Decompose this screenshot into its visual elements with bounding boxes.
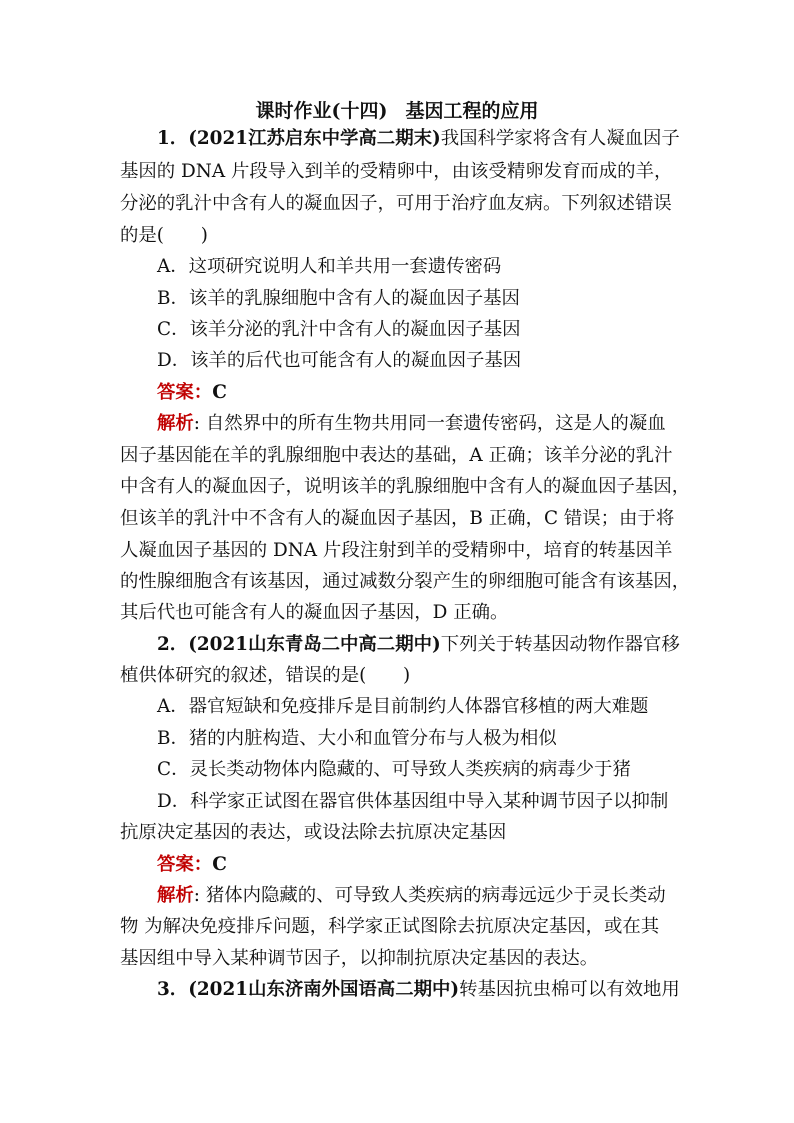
question-2-option-d-line-2: 抗原决定基因的表达，或设法除去抗原决定基因 — [120, 822, 507, 843]
question-1-number: 1． — [157, 128, 189, 149]
answer-label: 答案： — [157, 854, 213, 875]
question-1-option-d: D．该羊的后代也可能含有人的凝血因子基因 — [157, 350, 522, 371]
question-1-source: (2021江苏启东中学高二期末) — [188, 128, 441, 149]
question-2-line-2: 植供体研究的叙述，错误的是( ) — [120, 665, 411, 686]
question-1-analysis-line-6: 的性腺细胞含有该基因，通过减数分裂产生的卵细胞可能含有该基因， — [120, 571, 691, 592]
question-1-analysis-line-3: 中含有人的凝血因子，说明该羊的乳腺细胞中含有人的凝血因子基因， — [120, 476, 691, 497]
question-3-source: (2021山东济南外国语高二期中) — [188, 979, 460, 1000]
question-1-line-2: 基因的 DNA 片段导入到羊的受精卵中，由该受精卵发育而成的羊， — [120, 161, 673, 182]
question-2-option-d-line-1: D．科学家正试图在器官供体基因组中导入某种调节因子以抑制 — [157, 791, 669, 812]
question-1-analysis-line-7: 其后代也可能含有人的凝血因子基因，D 正确。 — [120, 602, 509, 623]
question-2-analysis-line-3: 基因组中导入某种调节因子，以抑制抗原决定基因的表达。 — [120, 948, 599, 969]
analysis-label: 解析 — [157, 413, 194, 434]
question-1-analysis-line-5: 人凝血因子基因的 DNA 片段注射到羊的受精卵中，培育的转基因羊 — [120, 540, 673, 561]
question-1-answer — [157, 377, 680, 408]
question-2-source: (2021山东青岛二中高二期中) — [188, 634, 441, 655]
page-title — [0, 96, 794, 123]
question-2-option-c: C．灵长类动物体内隐藏的、可导致人类疾病的病毒少于猪 — [157, 759, 631, 780]
answer-value: C — [212, 854, 227, 875]
question-2-line-1: 2．(2021山东青岛二中高二期中)下列关于转基因动物作器官移 — [157, 634, 680, 655]
question-3-number: 3． — [157, 979, 189, 1000]
question-1-analysis-line-4: 但该羊的乳汁中不含有人的凝血因子基因，B 正确，C 错误；由于将 — [120, 508, 675, 529]
title-right: 基因工程的应用 — [405, 100, 539, 122]
question-2-option-a: A．器官短缺和免疫排斥是目前制约人体器官移植的两大难题 — [157, 696, 649, 717]
question-3-line-1: 3．(2021山东济南外国语高二期中)转基因抗虫棉可以有效地用 — [157, 979, 680, 1000]
question-1-option-a: A．这项研究说明人和羊共用一套遗传密码 — [157, 256, 502, 277]
question-1-option-b: B．该羊的乳腺细胞中含有人的凝血因子基因 — [157, 288, 520, 309]
question-1-line-1: 1．(2021江苏启东中学高二期末)我国科学家将含有人凝血因子 — [157, 128, 680, 149]
question-1-analysis-line-1: 解析: 自然界中的所有生物共用同一套遗传密码，这是人的凝血 — [157, 413, 666, 434]
question-2-number: 2． — [157, 634, 189, 655]
answer-value: C — [212, 382, 227, 403]
question-2-analysis-line-2: 物 为解决免疫排斥问题，科学家正试图除去抗原决定基因，或在其 — [120, 916, 660, 937]
question-2-option-b: B．猪的内脏构造、大小和血管分布与人极为相似 — [157, 728, 557, 749]
question-1-analysis-line-2: 因子基因能在羊的乳腺细胞中表达的基础，A 正确；该羊分泌的乳汁 — [120, 445, 673, 466]
question-2-analysis-line-1: 解析: 猪体内隐藏的、可导致人类疾病的病毒远远少于灵长类动 — [157, 885, 666, 906]
analysis-label: 解析 — [157, 885, 194, 906]
question-1-line-4: 的是( ) — [120, 225, 208, 246]
question-2-answer — [157, 849, 680, 880]
answer-label: 答案： — [157, 382, 213, 403]
question-1-option-c: C．该羊分泌的乳汁中含有人的凝血因子基因 — [157, 319, 521, 340]
question-1-line-3: 分泌的乳汁中含有人的凝血因子，可用于治疗血友病。下列叙述错误 — [120, 193, 672, 214]
title-left: 课时作业(十四) — [255, 100, 388, 122]
